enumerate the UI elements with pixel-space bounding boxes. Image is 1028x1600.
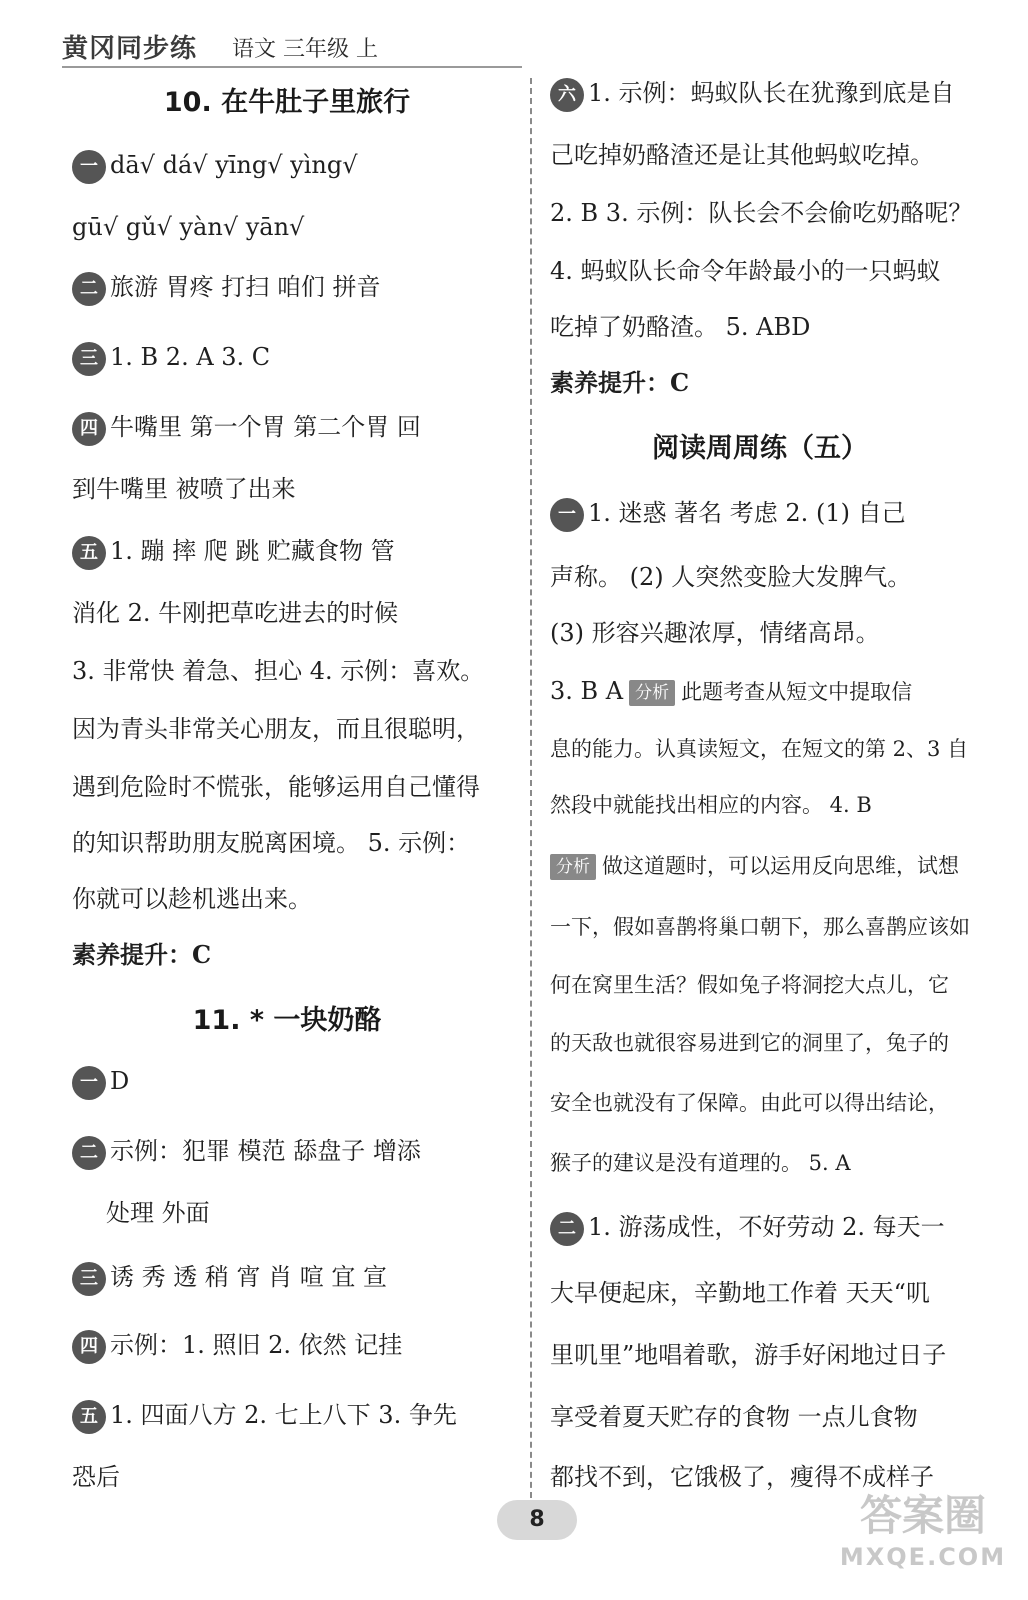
page-number: 8 xyxy=(497,1500,577,1540)
answer-text: 1. 示例：蚂蚁队长在犹豫到底是自 xyxy=(588,79,955,107)
answer-text: 2. B 3. 示例：队长会不会偷吃奶酪呢？ xyxy=(550,199,973,227)
analysis-text: 何在窝里生活？假如兔子将洞挖大点儿，它 xyxy=(550,973,949,997)
section-badge-10: 五 xyxy=(72,1400,106,1434)
book-subtitle: 语文 三年级 上 xyxy=(232,37,378,62)
answer-text: 1. 四面八方 2. 七上八下 3. 争先 xyxy=(110,1401,457,1429)
answer-text: 处理 外面 xyxy=(106,1199,210,1227)
answer-text: 消化 2. 牛刚把草吃进去的时候 xyxy=(72,599,399,627)
pinyin-row-1: dā√ dá√ yīng√ yìng√ xyxy=(110,151,358,179)
answer-text: 都找不到，它饿极了，瘦得不成样子 xyxy=(550,1463,934,1491)
section-badge-8: 三 xyxy=(72,1262,106,1296)
section-badge-5: 五 xyxy=(72,536,106,570)
answer-text: 示例：1. 照旧 2. 依然 记挂 xyxy=(110,1331,403,1359)
answer-text: 你就可以趁机逃出来。 xyxy=(72,885,312,913)
answer-text: D xyxy=(110,1067,130,1095)
answer-line xyxy=(550,496,906,532)
answer-text: 恐后 xyxy=(72,1463,120,1491)
answer-line xyxy=(72,270,381,306)
section-badge-12: 一 xyxy=(550,498,584,532)
section-badge-9: 四 xyxy=(72,1330,106,1364)
brand-logo: 黄冈同步练 xyxy=(62,34,198,64)
section-badge-4: 四 xyxy=(72,412,106,446)
analysis-text: 做这道题时，可以运用反向思维，试想 xyxy=(602,854,959,878)
answer-line xyxy=(72,340,270,376)
literacy-answer: 素养提升：C xyxy=(550,368,690,397)
answer-text: 1. 迷惑 著名 考虑 2. (1) 自己 xyxy=(588,499,906,527)
answer-text: 诱 秀 透 稍 宵 肖 喧 宜 宣 xyxy=(110,1263,388,1291)
page-header xyxy=(62,28,522,66)
section-badge-11: 六 xyxy=(550,78,584,112)
answer-line xyxy=(72,1398,457,1434)
analysis-text: 安全也就没有了保障。由此可以得出结论， xyxy=(550,1091,949,1115)
lesson-10-title: 10. 在牛肚子里旅行 xyxy=(163,87,411,118)
answer-text: 1. 游荡成性，不好劳动 2. 每天一 xyxy=(588,1213,945,1241)
section-badge-13: 二 xyxy=(550,1212,584,1246)
column-divider xyxy=(530,78,532,1518)
section-badge-7: 二 xyxy=(72,1136,106,1170)
lesson-11-title: 11. * 一块奶酪 xyxy=(192,1005,382,1036)
answer-text: 因为青头非常关心朋友，而且很聪明， xyxy=(72,715,480,743)
section-badge-6: 一 xyxy=(72,1066,106,1100)
analysis-text: 此题考查从短文中提取信 xyxy=(681,680,913,704)
answer-line xyxy=(550,1210,945,1246)
answer-text: 大早便起床，辛勤地工作着 天天“叽 xyxy=(550,1279,930,1307)
section-badge-3: 三 xyxy=(72,342,106,376)
watermark-logo xyxy=(828,1490,1018,1590)
answer-text: 己吃掉奶酪渣还是让其他蚂蚁吃掉。 xyxy=(550,141,934,169)
answer-line xyxy=(72,1328,402,1364)
answer-text: 声称。 (2) 人突然变脸大发脾气。 xyxy=(550,563,912,591)
section-badge-1: 一 xyxy=(72,150,106,184)
answer-text: 3. B A xyxy=(550,677,624,705)
analysis-text: 一下，假如喜鹊将巢口朝下，那么喜鹊应该如 xyxy=(550,915,970,939)
analysis-tag: 分析 xyxy=(550,854,596,880)
answer-text: 1. B 2. A 3. C xyxy=(110,343,271,371)
watermark-url: MXQE.COM xyxy=(839,1543,1007,1571)
answer-text: 3. 非常快 着急、担心 4. 示例：喜欢。 xyxy=(72,657,485,685)
analysis-text: 然段中就能找出相应的内容。 4. B xyxy=(550,793,872,817)
answer-text: 的知识帮助朋友脱离困境。 5. 示例： xyxy=(72,829,471,857)
answer-text: (3) 形容兴趣浓厚，情绪高昂。 xyxy=(550,619,880,647)
answer-text: 示例：犯罪 模范 舔盘子 增添 xyxy=(110,1137,421,1165)
answer-line xyxy=(72,148,358,184)
pinyin-row-2: gū√ gǔ√ yàn√ yān√ xyxy=(72,213,305,241)
answer-text: 享受着夏天贮存的食物 一点儿食物 xyxy=(550,1403,918,1431)
answer-text: 里叽里”地唱着歌，游手好闲地过日子 xyxy=(550,1341,947,1369)
answer-text: 4. 蚂蚁队长命令年龄最小的一只蚂蚁 xyxy=(550,257,941,285)
answer-line xyxy=(550,848,959,883)
answer-text: 遇到危险时不慌张，能够运用自己懂得 xyxy=(72,773,480,801)
literacy-answer: 素养提升：C xyxy=(72,940,212,969)
analysis-tag: 分析 xyxy=(629,680,675,706)
answer-line xyxy=(72,1064,129,1100)
answer-text: 1. 蹦 摔 爬 跳 贮藏食物 管 xyxy=(110,537,395,565)
answer-line xyxy=(550,76,955,112)
analysis-text: 猴子的建议是没有道理的。 5. A xyxy=(550,1151,851,1175)
answer-line xyxy=(550,674,912,709)
header-underline xyxy=(62,66,522,68)
section-badge-2: 二 xyxy=(72,272,106,306)
answer-text: 牛嘴里 第一个胃 第二个胃 回 xyxy=(110,413,421,441)
analysis-text: 的天敌也就很容易进到它的洞里了，兔子的 xyxy=(550,1031,949,1055)
watermark-text: 答案圈 xyxy=(859,1491,986,1540)
answer-line xyxy=(72,1134,421,1170)
answer-text: 旅游 胃疼 打扫 咱们 拼音 xyxy=(110,273,381,301)
answer-line xyxy=(72,410,421,446)
analysis-text: 息的能力。认真读短文，在短文的第 2、3 自 xyxy=(550,737,969,761)
answer-text: 吃掉了奶酪渣。 5. ABD xyxy=(550,313,811,341)
reading-weekly-title: 阅读周周练（五） xyxy=(652,433,868,464)
answer-text: 到牛嘴里 被喷了出来 xyxy=(72,475,296,503)
answer-line xyxy=(72,1260,387,1296)
answer-line xyxy=(72,534,395,570)
